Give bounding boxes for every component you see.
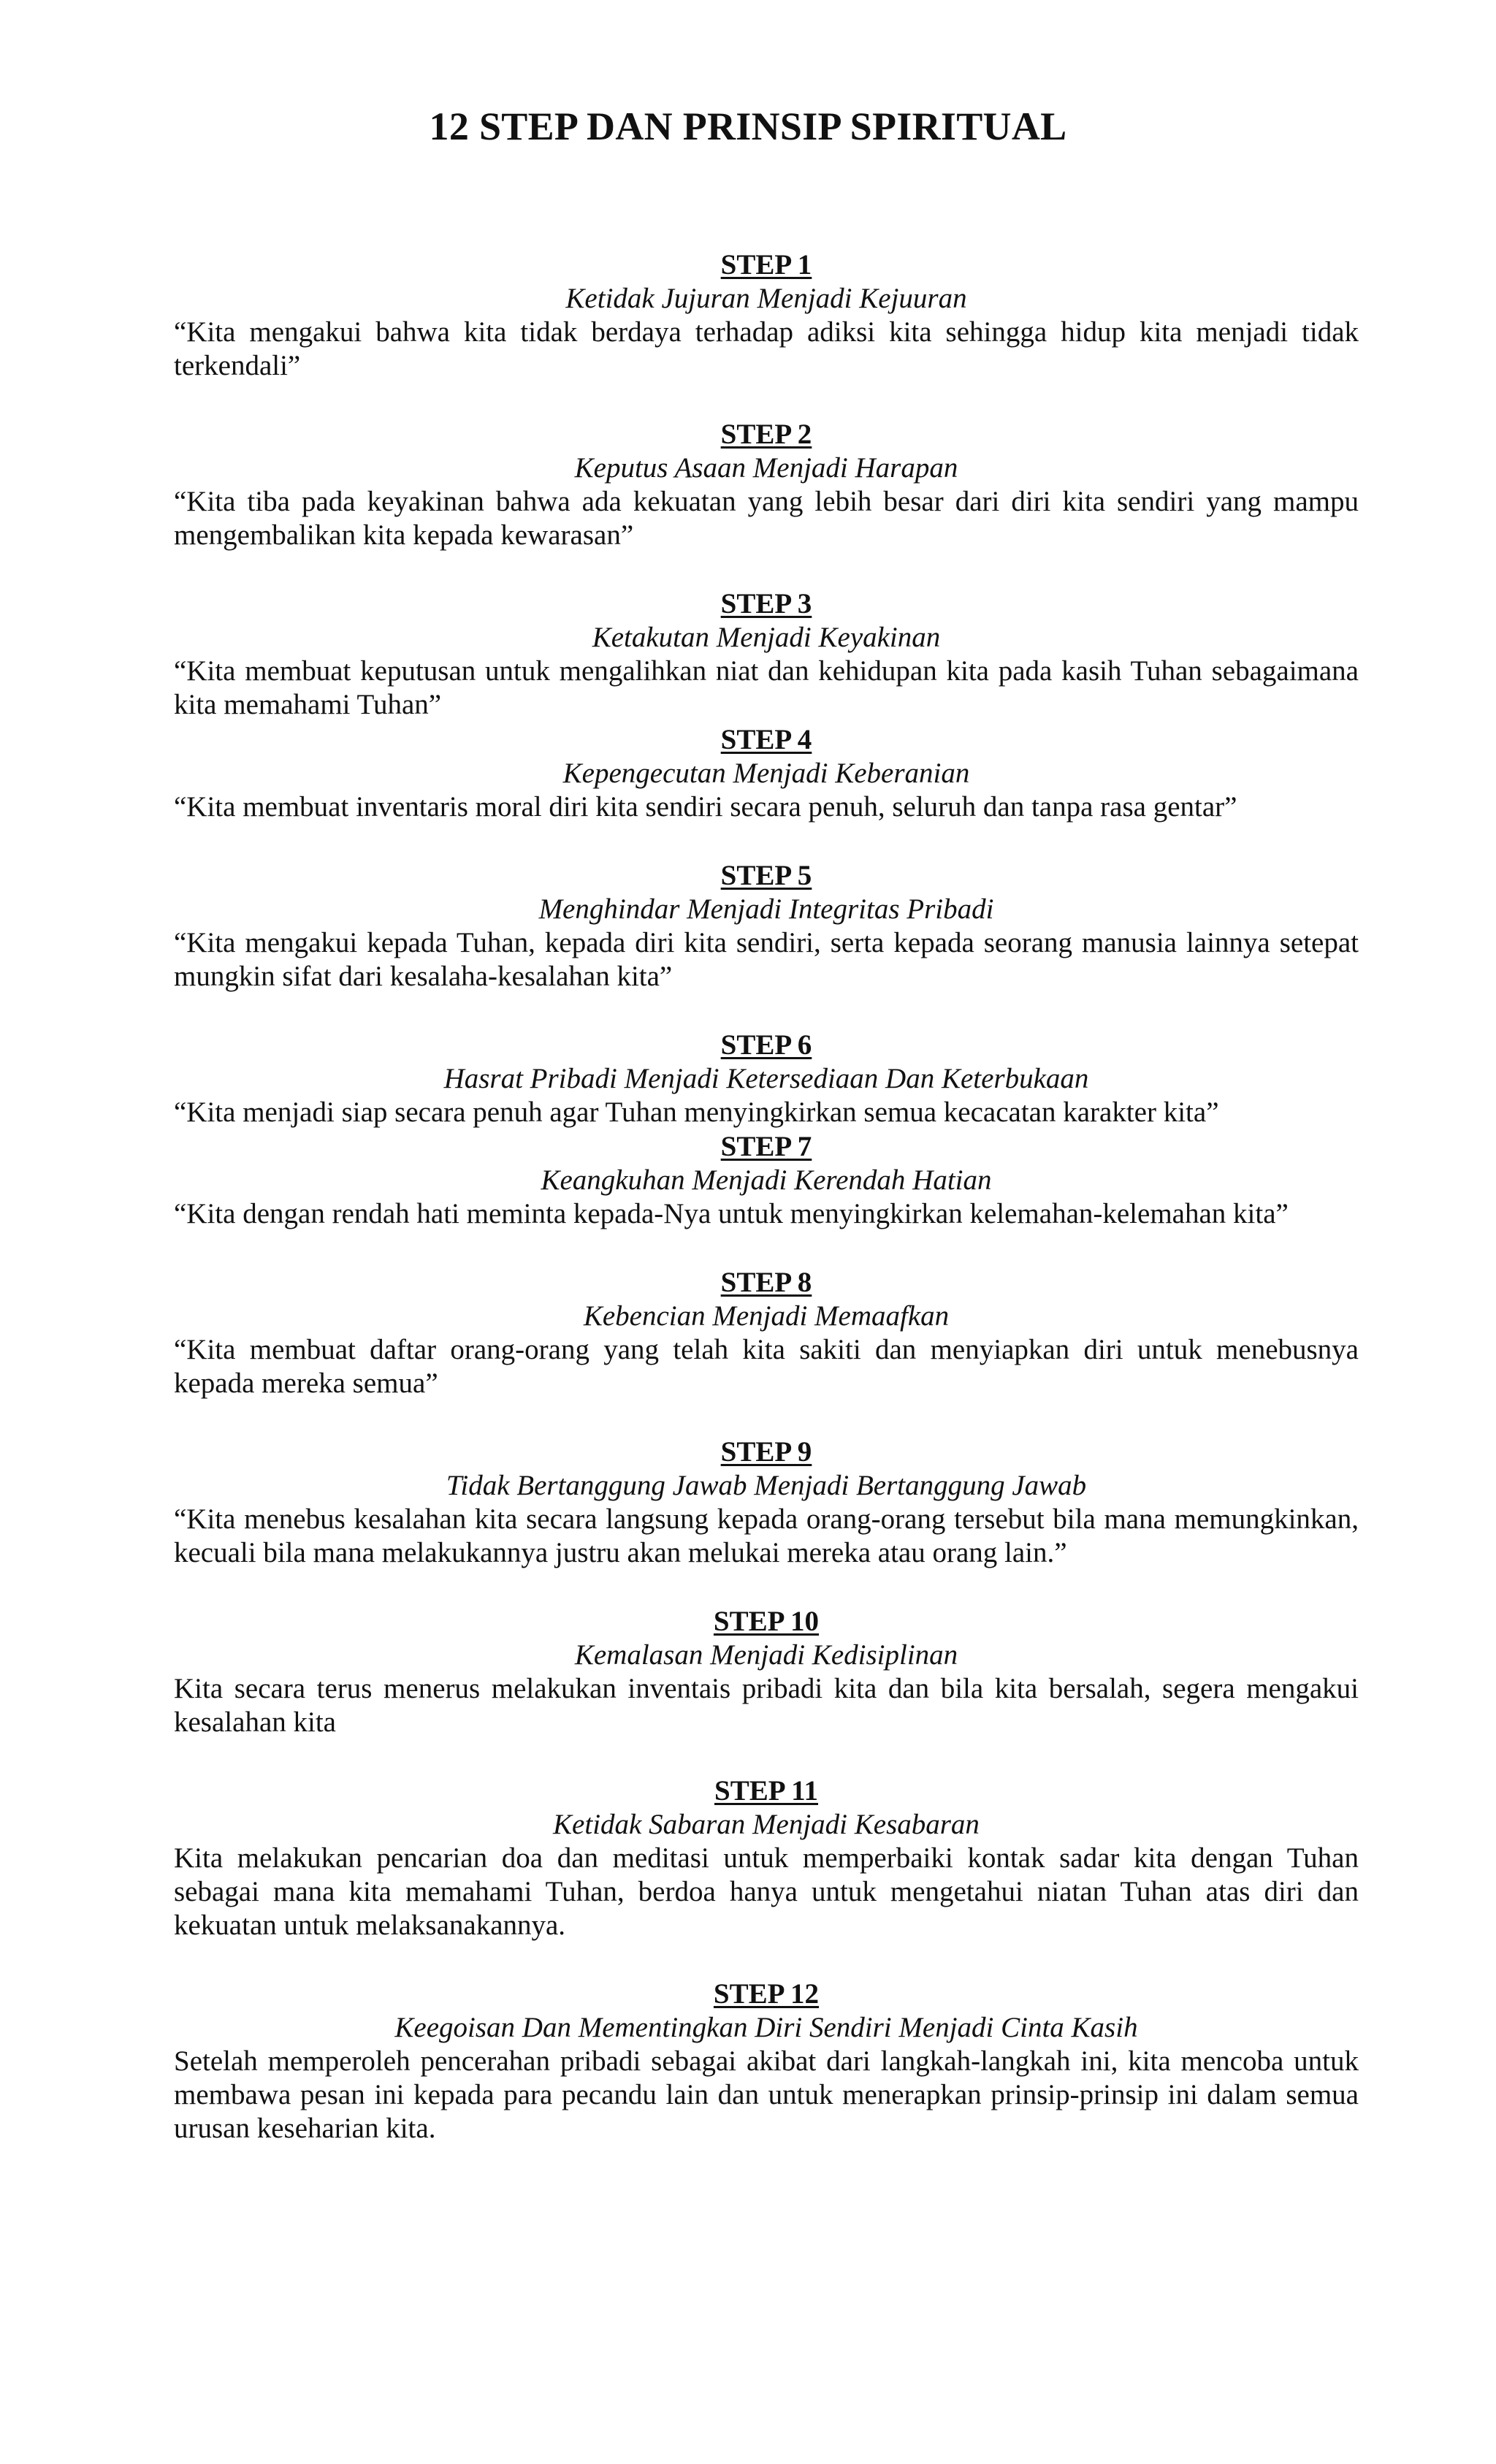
step-1 [174,248,1359,383]
step-label: STEP 12 [713,1978,820,2010]
step-principle: Kebencian Menjadi Memaafkan [583,1300,950,1332]
step-text: Kita secara terus menerus melakukan inventais pribadi kita dan bila kita bersalah, segera mengakui kesalahan kita [174,1673,1359,1738]
step-5 [174,859,1359,993]
step-10 [174,1605,1359,1739]
step-7 [174,1130,1359,1231]
step-text: “Kita membuat inventaris moral diri kita sendiri secara penuh, seluruh dan tanpa rasa gentar” [174,791,1237,823]
step-principle: Hasrat Pribadi Menjadi Ketersediaan Dan Keterbukaan [443,1063,1089,1094]
step-label: STEP 6 [720,1029,812,1061]
step-text: “Kita membuat keputusan untuk mengalihkan niat dan kehidupan kita pada kasih Tuhan sebagaimana kita memahami Tuhan” [174,655,1359,720]
step-principle: Kemalasan Menjadi Kedisiplinan [574,1639,958,1671]
step-principle: Ketidak Jujuran Menjadi Kejuuran [565,283,967,314]
step-4 [174,723,1359,824]
step-6 [174,1029,1359,1129]
step-text: “Kita menjadi siap secara penuh agar Tuhan menyingkirkan semua kecacatan karakter kita” [174,1096,1219,1128]
step-label: STEP 2 [720,419,812,450]
step-11 [174,1774,1359,1942]
step-3 [174,587,1359,722]
step-9 [174,1435,1359,1570]
step-label: STEP 9 [720,1436,812,1468]
step-8 [174,1266,1359,1400]
step-principle: Keangkuhan Menjadi Kerendah Hatian [541,1164,992,1196]
step-text: “Kita menebus kesalahan kita secara langsung kepada orang-orang tersebut bila mana memungkinkan, kecuali bila mana melakukannya justru akan melukai mereka atau orang lain.” [174,1503,1359,1568]
step-principle: Ketakutan Menjadi Keyakinan [592,622,941,653]
step-label: STEP 10 [713,1606,820,1637]
step-text: “Kita membuat daftar orang-orang yang telah kita sakiti dan menyiapkan diri untuk menebusnya kepada mereka semua” [174,1334,1359,1399]
step-text: “Kita tiba pada keyakinan bahwa ada kekuatan yang lebih besar dari diri kita sendiri yang mampu mengembalikan kita kepada kewarasan” [174,486,1359,551]
step-label: STEP 1 [720,249,812,281]
step-label: STEP 11 [714,1775,818,1807]
step-label: STEP 5 [720,860,812,891]
step-principle: Tidak Bertanggung Jawab Menjadi Bertanggung Jawab [446,1470,1087,1501]
step-text: Kita melakukan pencarian doa dan meditasi untuk memperbaiki kontak sadar kita dengan Tuhan sebagai mana kita memahami Tuhan, berdoa hanya untuk mengetahui niatan Tuhan atas diri dan kekuatan untuk melaksanakannya. [174,1842,1359,1941]
step-label: STEP 4 [720,724,812,755]
step-text: “Kita dengan rendah hati meminta kepada-Nya untuk menyingkirkan kelemahan-kelemahan kita” [174,1198,1289,1229]
step-text: “Kita mengakui bahwa kita tidak berdaya terhadap adiksi kita sehingga hidup kita menjadi tidak terkendali” [174,316,1359,381]
page-title: 12 STEP DAN PRINSIP SPIRITUAL [429,104,1067,148]
step-label: STEP 8 [720,1267,812,1298]
step-principle: Menghindar Menjadi Integritas Pribadi [538,893,994,925]
step-text: “Kita mengakui kepada Tuhan, kepada diri kita sendiri, serta kepada seorang manusia lainnya setepat mungkin sifat dari kesalaha-kesalahan kita” [174,927,1359,992]
step-label: STEP 7 [720,1131,812,1162]
step-12 [174,1977,1359,2145]
step-principle: Kepengecutan Menjadi Keberanian [562,758,970,789]
step-principle: Ketidak Sabaran Menjadi Kesabaran [553,1809,980,1840]
step-2 [174,418,1359,552]
step-principle: Keegoisan Dan Mementingkan Diri Sendiri Menjadi Cinta Kasih [394,2012,1138,2043]
step-text: Setelah memperoleh pencerahan pribadi sebagai akibat dari langkah-langkah ini, kita mencoba untuk membawa pesan ini kepada para pecandu lain dan untuk menerapkan prinsip-prinsip ini dalam semua urusan keseharian kita. [174,2045,1359,2144]
step-label: STEP 3 [720,588,812,619]
step-principle: Keputus Asaan Menjadi Harapan [574,452,958,484]
